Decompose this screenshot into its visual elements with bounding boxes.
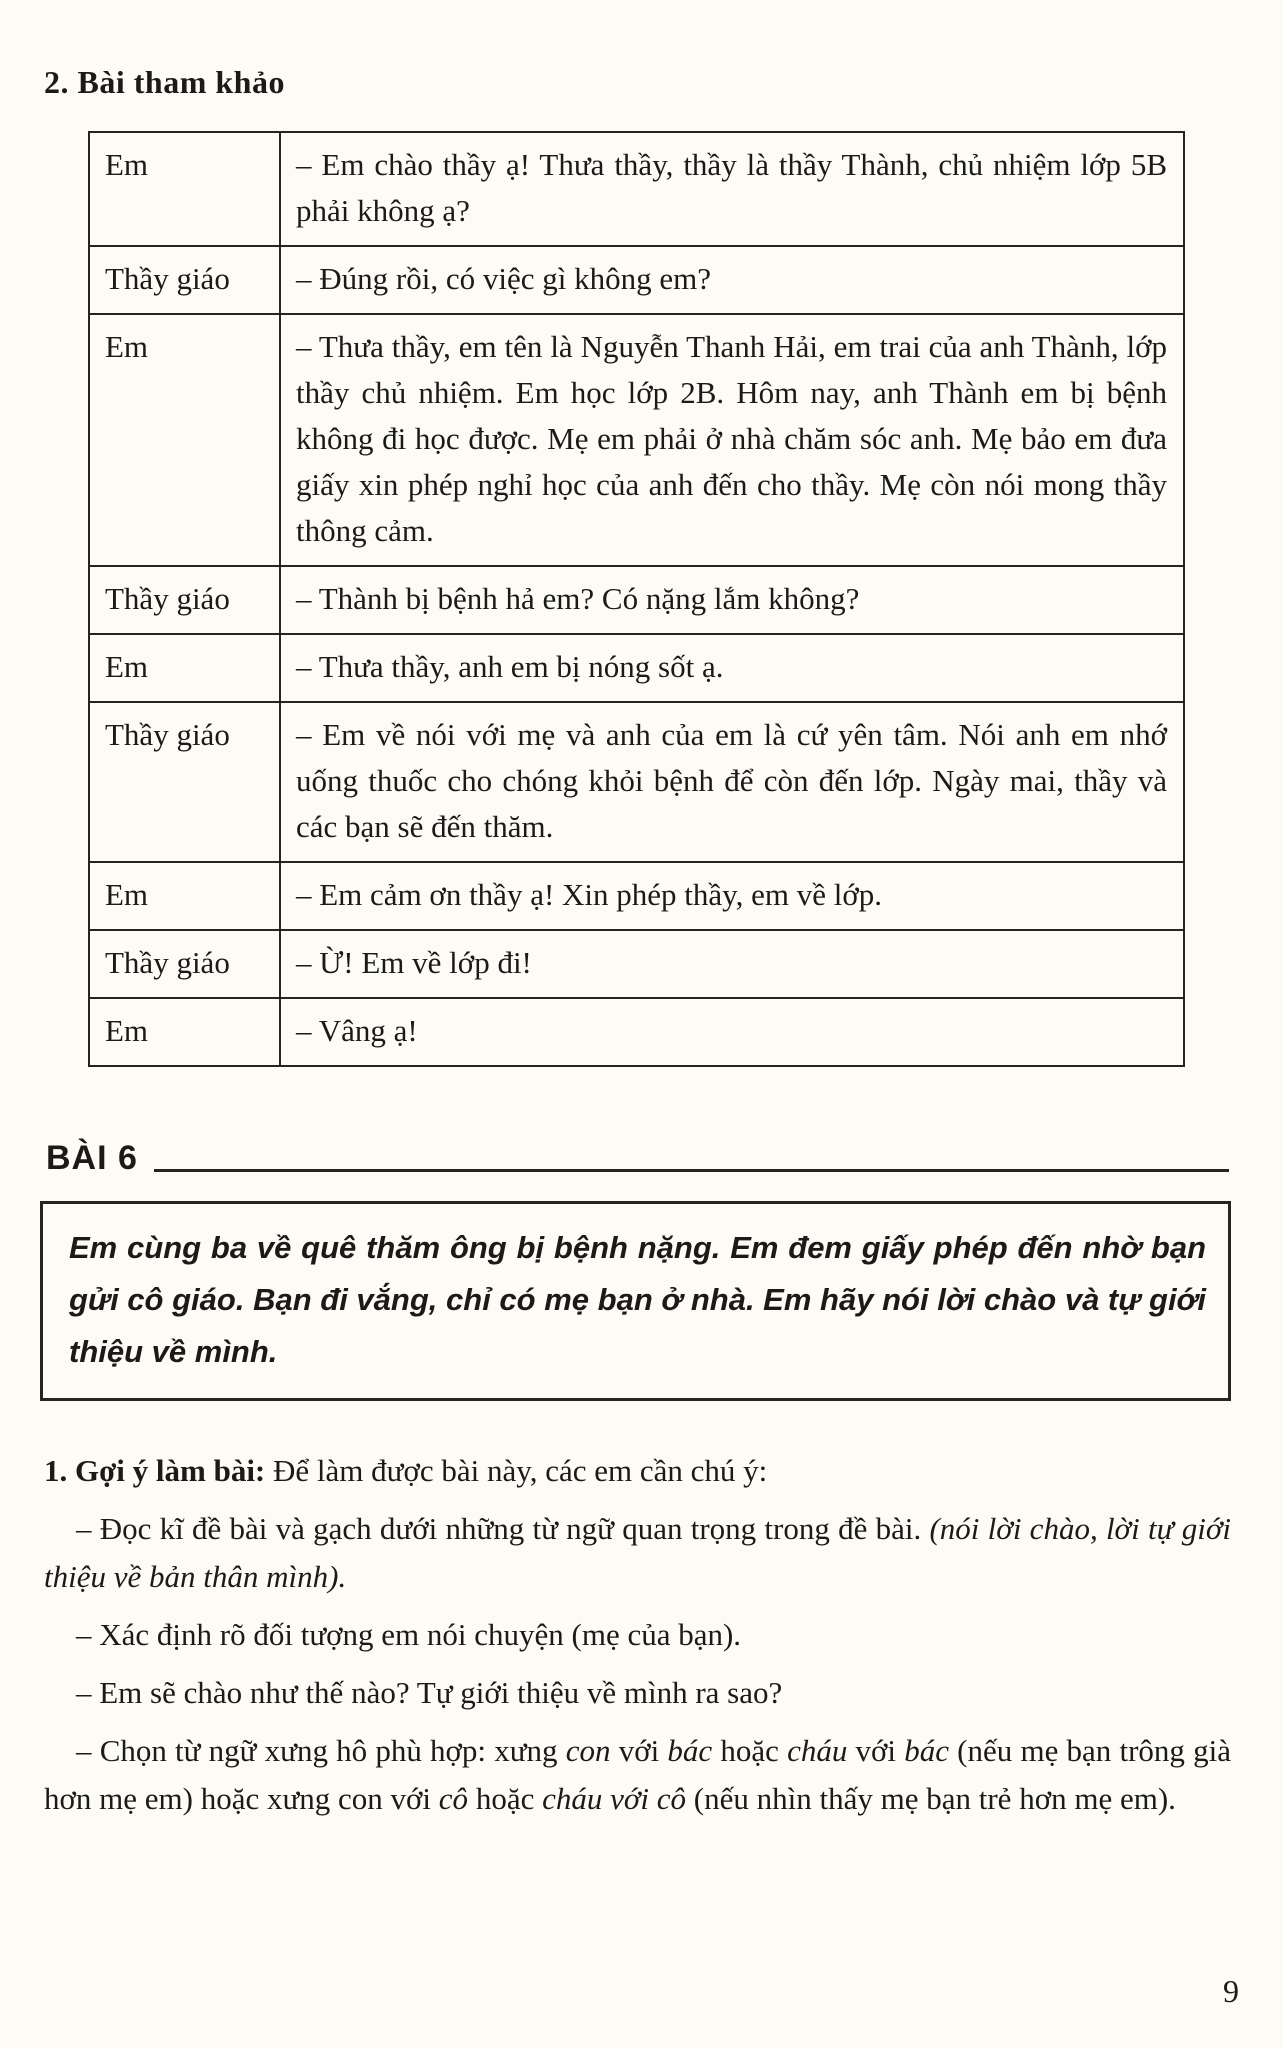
text-segment: hoặc	[712, 1733, 788, 1768]
utterance-cell: – Vâng ạ!	[280, 998, 1184, 1066]
dialogue-row	[89, 634, 1184, 702]
exercise-heading: BÀI 6	[46, 1139, 138, 1177]
utterance-cell: – Thưa thầy, em tên là Nguyễn Thanh Hải, em trai của anh Thành, lớp thầy chủ nhiệm. Em học lớp 2B. Hôm nay, anh Thành em bị bệnh không đi học được. Mẹ em phải ở nhà chăm sóc anh. Mẹ bảo em đưa giấy xin phép nghỉ học của anh đến cho thầy. Mẹ còn nói mong thầy thông cảm.	[280, 314, 1184, 566]
speaker-cell: Thầy giáo	[89, 246, 280, 314]
utterance-cell: – Thưa thầy, anh em bị nóng sốt ạ.	[280, 634, 1184, 702]
guidance-item-2	[44, 1611, 1231, 1659]
text-segment: – Chọn từ ngữ xưng hô phù hợp: xưng	[76, 1733, 566, 1768]
dialogue-table-body	[89, 132, 1184, 1066]
dialogue-row	[89, 246, 1184, 314]
speaker-cell: Em	[89, 862, 280, 930]
speaker-cell: Thầy giáo	[89, 702, 280, 862]
dialogue-row	[89, 862, 1184, 930]
text-segment: bác	[667, 1733, 713, 1768]
text-segment: cô	[438, 1781, 469, 1816]
heading-rule	[154, 1169, 1229, 1172]
text-segment: – Em sẽ chào như thế nào? Tự giới thiệu về mình ra sao?	[76, 1675, 783, 1710]
text-segment: con	[565, 1733, 611, 1768]
text-segment: (nếu mẹ bạn trông già hơn mẹ em) hoặc xưng con với	[44, 1733, 1231, 1816]
utterance-cell: – Em cảm ơn thầy ạ! Xin phép thầy, em về lớp.	[280, 862, 1184, 930]
text-segment	[602, 1781, 610, 1816]
utterance-cell: – Thành bị bệnh hả em? Có nặng lắm không?	[280, 566, 1184, 634]
guidance-intro-label: 1. Gợi ý làm bài:	[44, 1453, 266, 1488]
guidance-item-4	[44, 1727, 1231, 1823]
dialogue-table	[88, 131, 1185, 1067]
speaker-cell: Em	[89, 132, 280, 246]
exercise-prompt: Em cùng ba về quê thăm ông bị bệnh nặng. Em đem giấy phép đến nhờ bạn gửi cô giáo. Bạn đi vắng, chỉ có mẹ bạn ở nhà. Em hãy nói lời chào và tự giới thiệu về mình.	[69, 1230, 1206, 1369]
speaker-cell: Em	[89, 314, 280, 566]
text-segment: bác	[904, 1733, 949, 1768]
text-segment: (nói lời chào, lời tự giới thiệu về bản thân mình).	[44, 1511, 1231, 1594]
section-title: 2. Bài tham khảo	[44, 64, 285, 100]
utterance-cell: – Em về nói với mẹ và anh của em là cứ yên tâm. Nói anh em nhớ uống thuốc cho chóng khỏi bệnh để còn đến lớp. Ngày mai, thầy và các bạn sẽ đến thăm.	[280, 702, 1184, 862]
page-number: 9	[1223, 1973, 1239, 2009]
utterance-cell: – Ừ! Em về lớp đi!	[280, 930, 1184, 998]
guidance-item-3	[44, 1669, 1231, 1717]
text-segment: – Đọc kĩ đề bài và gạch dưới những từ ngữ quan trọng trong đề bài.	[76, 1511, 930, 1546]
text-segment: – Xác định rõ đối tượng em nói chuyện (mẹ của bạn).	[76, 1617, 742, 1652]
guidance-item-1	[44, 1505, 1231, 1601]
guidance-intro-text: Để làm được bài này, các em cần chú ý:	[265, 1453, 768, 1488]
dialogue-row	[89, 566, 1184, 634]
utterance-cell: – Đúng rồi, có việc gì không em?	[280, 246, 1184, 314]
dialogue-row	[89, 132, 1184, 246]
utterance-cell: – Em chào thầy ạ! Thưa thầy, thầy là thầy Thành, chủ nhiệm lớp 5B phải không ạ?	[280, 132, 1184, 246]
guidance-intro	[44, 1447, 1231, 1495]
text-segment: với cô	[610, 1781, 687, 1816]
exercise-prompt-box	[40, 1201, 1231, 1401]
dialogue-row	[89, 702, 1184, 862]
text-segment: với	[847, 1733, 905, 1768]
text-segment: cháu	[787, 1733, 848, 1768]
text-segment: với	[610, 1733, 668, 1768]
text-segment: cháu	[542, 1781, 603, 1816]
speaker-cell: Em	[89, 634, 280, 702]
dialogue-row	[89, 998, 1184, 1066]
exercise-heading-row	[46, 1139, 1231, 1177]
dialogue-row	[89, 314, 1184, 566]
speaker-cell: Thầy giáo	[89, 566, 280, 634]
text-segment: (nếu nhìn thấy mẹ bạn trẻ hơn mẹ em).	[686, 1781, 1176, 1816]
speaker-cell: Thầy giáo	[89, 930, 280, 998]
speaker-cell: Em	[89, 998, 280, 1066]
dialogue-row	[89, 930, 1184, 998]
text-segment: hoặc	[468, 1781, 543, 1816]
